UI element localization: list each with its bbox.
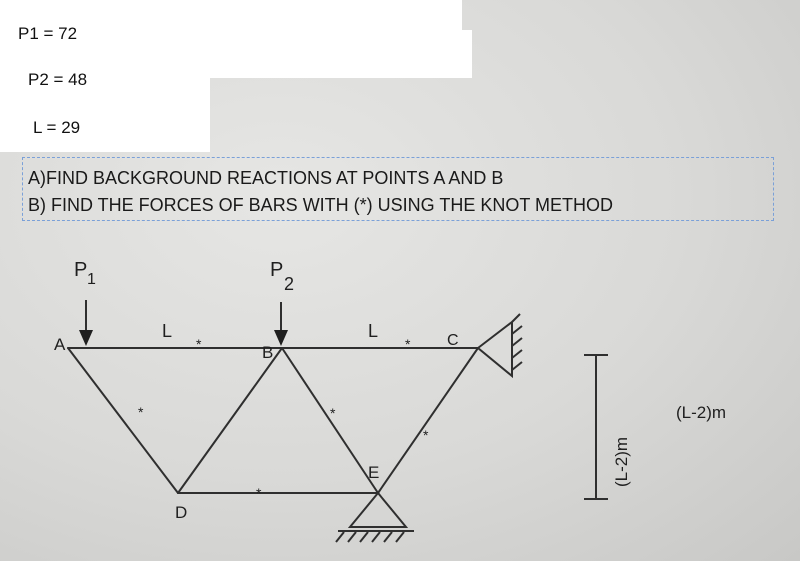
pin-support-e — [336, 493, 414, 542]
star-marker-top-bc: * — [405, 336, 411, 352]
pin-support-c — [478, 314, 522, 376]
height-label: (L-2)m — [676, 403, 727, 422]
load-arrow-p2 — [274, 302, 288, 346]
load-p2-subscript: 2 — [284, 274, 295, 294]
star-marker-be: * — [330, 405, 336, 421]
load-p1-subscript: 1 — [87, 271, 96, 288]
bar-a-d — [68, 348, 178, 493]
height-dimension-line — [584, 355, 608, 499]
star-marker-de: * — [256, 485, 262, 501]
node-label-e: E — [368, 463, 380, 482]
load-p2-letter: P — [270, 259, 284, 281]
load-p1-letter: P — [74, 259, 88, 281]
param-p2: P2 = 48 — [28, 70, 88, 89]
height-label-rotated: (L-2)m — [612, 436, 631, 487]
bar-e-c — [378, 348, 478, 493]
bar-d-b — [178, 348, 282, 493]
node-label-d: D — [175, 503, 188, 522]
star-marker-top-ab: * — [196, 336, 202, 352]
load-arrow-p1 — [79, 300, 93, 346]
param-p1: P1 = 72 — [18, 24, 78, 43]
span-label-1: L — [162, 321, 173, 341]
task-line-a: A)FIND BACKGROUND REACTIONS AT POINTS A AND B — [28, 168, 504, 188]
span-label-2: L — [368, 321, 379, 341]
node-label-a: A — [54, 335, 66, 354]
star-marker-ec: * — [423, 427, 429, 443]
param-l: L = 29 — [33, 118, 81, 137]
node-label-c: C — [447, 332, 459, 349]
star-marker-ad: * — [138, 404, 144, 420]
task-line-b: B) FIND THE FORCES OF BARS WITH (*) USING THE KNOT METHOD — [28, 195, 614, 215]
node-label-b: B — [262, 343, 274, 362]
